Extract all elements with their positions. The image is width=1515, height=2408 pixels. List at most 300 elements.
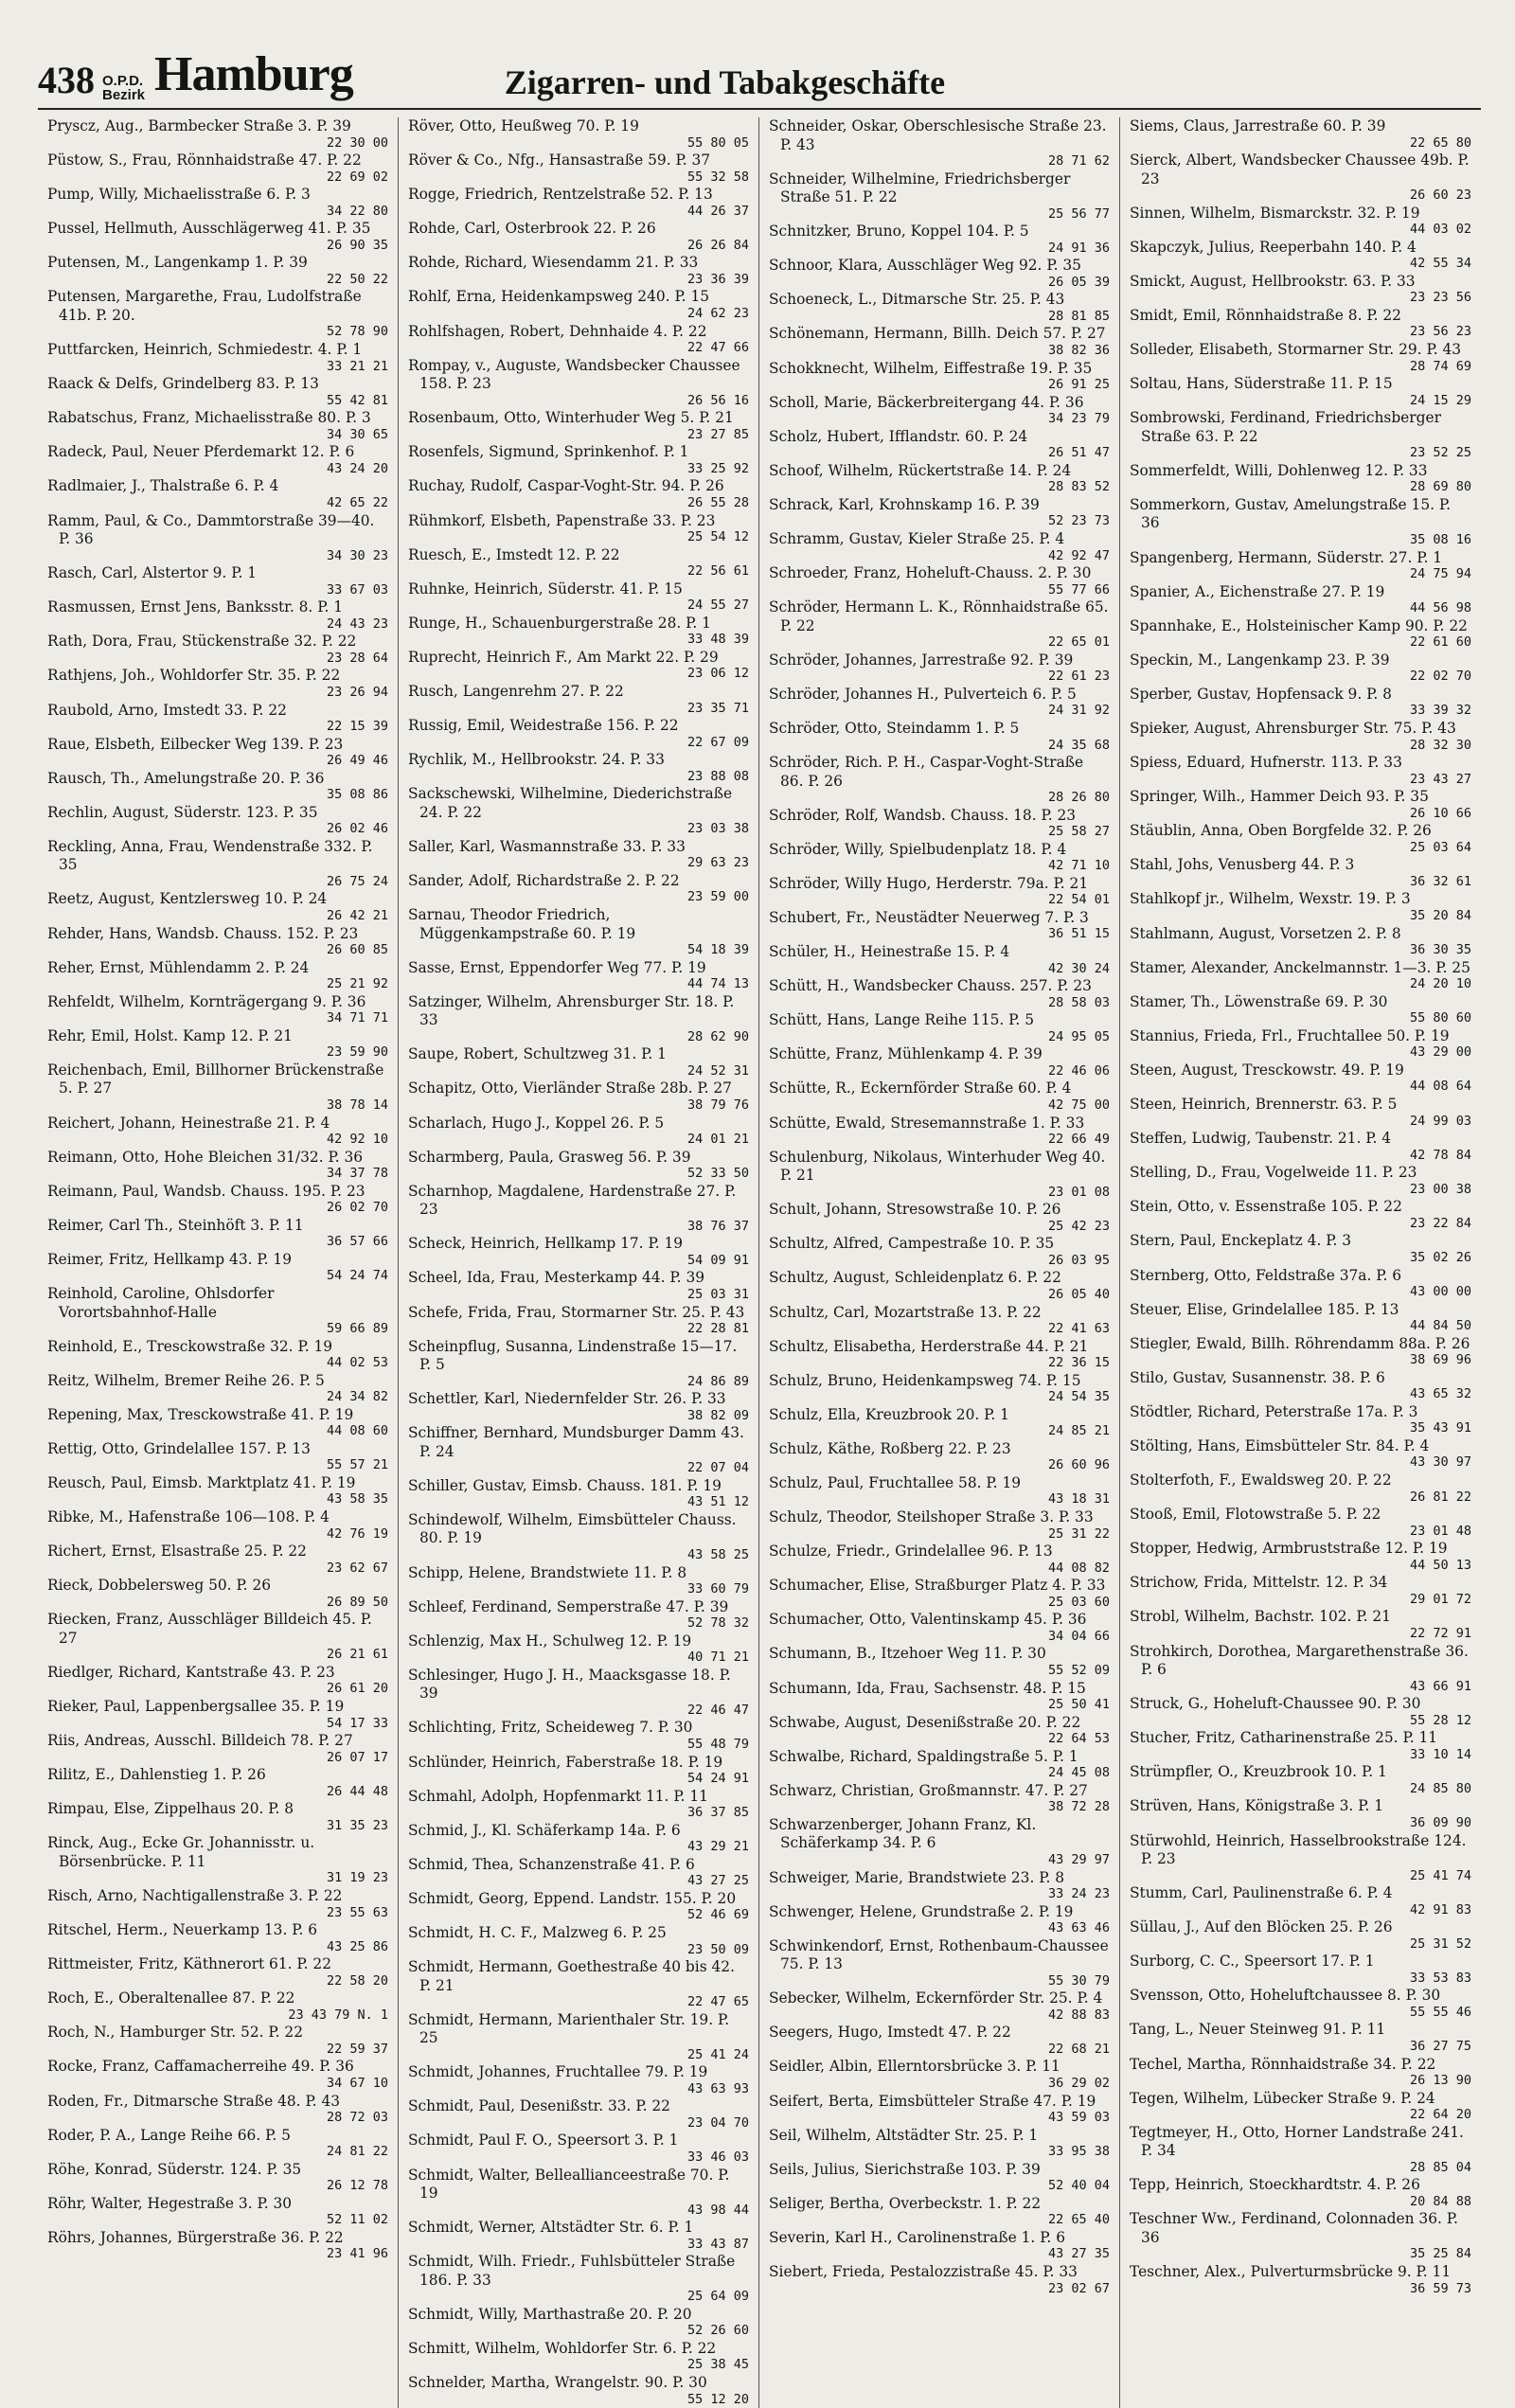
directory-entry — [1130, 1884, 1471, 1917]
column-1 — [38, 117, 399, 2408]
entry-name-address: Pryscz, Aug., Barmbecker Straße 3. P. 39 — [47, 117, 351, 134]
entry-phone-number: 22 07 04 — [686, 1460, 749, 1476]
entry-name-address: Scheinpflug, Susanna, Lindenstraße 15—17. P. 5 — [408, 1337, 738, 1374]
entry-name-address: Reimer, Fritz, Hellkamp 43. P. 19 — [47, 1250, 292, 1268]
directory-entry — [47, 925, 388, 958]
entry-name-address: Soltau, Hans, Süderstraße 11. P. 15 — [1130, 375, 1393, 393]
directory-entry — [408, 1235, 749, 1268]
entry-phone-number: 52 78 90 — [326, 324, 388, 340]
entry-phone-number: 44 26 37 — [686, 203, 749, 219]
entry-phone-number: 42 30 24 — [1047, 960, 1110, 976]
directory-entry — [769, 1115, 1110, 1148]
entry-name-address: Repening, Max, Tresckowstraße 41. P. 19 — [47, 1405, 354, 1423]
directory-entry — [769, 1372, 1110, 1405]
directory-entry — [769, 1577, 1110, 1610]
entry-name-address: Seliger, Bertha, Overbeckstr. 1. P. 22 — [769, 2194, 1042, 2212]
directory-entry — [1130, 1540, 1471, 1573]
entry-name-address: Spieker, August, Ahrensburger Str. 75. P. 43 — [1130, 720, 1456, 737]
directory-entry — [408, 1890, 749, 1923]
entry-phone-number: 55 80 60 — [1409, 1010, 1471, 1026]
entry-name-address: Stahl, Johs, Venusberg 44. P. 3 — [1130, 856, 1355, 874]
entry-name-address: Seils, Julius, Sierichstraße 103. P. 39 — [769, 2160, 1041, 2178]
entry-phone-number: 54 18 39 — [686, 942, 749, 958]
entry-phone-number: 35 25 84 — [1409, 2246, 1471, 2262]
directory-entry — [408, 2340, 749, 2373]
directory-entry — [769, 1903, 1110, 1936]
directory-entry — [408, 1632, 749, 1666]
entry-phone-number: 28 58 03 — [1047, 994, 1110, 1010]
entry-name-address: Schweiger, Marie, Brandstwiete 23. P. 8 — [769, 1868, 1065, 1886]
entry-phone-number: 24 62 23 — [686, 305, 749, 321]
entry-name-address: Reimer, Carl Th., Steinhöft 3. P. 11 — [47, 1216, 304, 1234]
entry-phone-number: 28 83 52 — [1047, 479, 1110, 495]
entry-phone-number: 42 91 83 — [1409, 1901, 1471, 1917]
entry-phone-number: 26 03 95 — [1047, 1252, 1110, 1268]
entry-name-address: Stäublin, Anna, Oben Borgfelde 32. P. 26 — [1130, 822, 1432, 840]
entry-phone-number: 25 42 23 — [1047, 1218, 1110, 1234]
directory-entry — [47, 1766, 388, 1799]
directory-entry — [769, 1440, 1110, 1473]
entry-phone-number: 44 08 60 — [326, 1423, 388, 1439]
directory-entry — [1130, 1335, 1471, 1368]
directory-entry — [408, 1115, 749, 1148]
directory-entry — [408, 1924, 749, 1957]
entry-name-address: Schmidt, Johannes, Fruchtallee 79. P. 19 — [408, 2063, 708, 2081]
directory-entry — [769, 2161, 1110, 2194]
directory-entry — [769, 2195, 1110, 2228]
directory-entry — [408, 785, 749, 836]
entry-phone-number: 20 84 88 — [1409, 2193, 1471, 2209]
entry-name-address: Strichow, Frida, Mittelstr. 12. P. 34 — [1130, 1574, 1388, 1592]
entry-name-address: Sarnau, Theodor Friedrich, Müggenkampstraße 60. P. 19 — [408, 906, 636, 942]
entry-name-address: Schütt, H., Wandsbecker Chauss. 257. P. 23 — [769, 977, 1092, 995]
directory-entry — [47, 1698, 388, 1731]
entry-phone-number: 26 07 17 — [326, 1749, 388, 1765]
entry-phone-number: 44 08 64 — [1409, 1079, 1471, 1095]
entry-name-address: Scheel, Ida, Frau, Mesterkamp 44. P. 39 — [408, 1269, 705, 1287]
entry-name-address: Rieker, Paul, Lappenbergsallee 35. P. 19 — [47, 1698, 345, 1716]
entry-name-address: Roder, P. A., Lange Reihe 66. P. 5 — [47, 2126, 291, 2144]
entry-phone-number: 22 61 60 — [1409, 634, 1471, 651]
directory-entry — [1130, 1608, 1471, 1641]
directory-entry — [769, 1748, 1110, 1781]
directory-entry — [408, 683, 749, 716]
entry-name-address: Radeck, Paul, Neuer Pferdemarkt 12. P. 6 — [47, 443, 355, 461]
directory-entry — [1130, 788, 1471, 821]
entry-phone-number: 23 01 48 — [1409, 1523, 1471, 1539]
entry-name-address: Siebert, Frieda, Pestalozzistraße 45. P. 33 — [769, 2263, 1078, 2281]
directory-entry — [1130, 1472, 1471, 1505]
entry-phone-number: 34 30 23 — [326, 547, 388, 563]
directory-entry — [769, 2127, 1110, 2160]
section-title: Zigarren- und Tabakgeschäfte — [504, 63, 946, 101]
column-3 — [759, 117, 1120, 2408]
entry-name-address: Rohlf, Erna, Heidenkampsweg 240. P. 15 — [408, 288, 710, 306]
directory-entry — [769, 1079, 1110, 1113]
directory-entry — [47, 1989, 388, 2023]
entry-phone-number: 42 92 10 — [326, 1132, 388, 1148]
entry-phone-number: 22 58 20 — [326, 1972, 388, 1989]
entry-name-address: Schütt, Hans, Lange Reihe 115. P. 5 — [769, 1011, 1034, 1029]
entry-phone-number: 35 20 84 — [1409, 907, 1471, 923]
entry-name-address: Rausch, Th., Amelungstraße 20. P. 36 — [47, 769, 325, 787]
entry-phone-number: 33 43 87 — [686, 2236, 749, 2252]
entry-name-address: Rabatschus, Franz, Michaelisstraße 80. P. 3 — [47, 409, 371, 427]
entry-name-address: Stolterfoth, F., Ewaldsweg 20. P. 22 — [1130, 1472, 1392, 1489]
directory-entry — [1130, 720, 1471, 753]
entry-phone-number: 55 52 09 — [1047, 1662, 1110, 1678]
entry-phone-number: 26 60 23 — [1409, 187, 1471, 204]
entry-name-address: Reitz, Wilhelm, Bremer Reihe 26. P. 5 — [47, 1371, 325, 1389]
directory-entry — [769, 1149, 1110, 1200]
entry-name-address: Schleef, Ferdinand, Semperstraße 47. P. 39 — [408, 1597, 729, 1615]
entry-name-address: Schindewolf, Wilhelm, Eimsbütteler Chauss. 80. P. 19 — [408, 1510, 737, 1547]
entry-name-address: Schmidt, Hermann, Goethestraße 40 bis 42. P. 21 — [408, 1958, 735, 1994]
directory-entry — [408, 872, 749, 905]
directory-entry — [408, 443, 749, 476]
entry-name-address: Techel, Martha, Rönnhaidstraße 34. P. 22 — [1130, 2055, 1436, 2073]
entry-phone-number: 23 41 96 — [326, 2246, 388, 2262]
directory-entry — [408, 220, 749, 253]
entry-name-address: Saupe, Robert, Schultzweg 31. P. 1 — [408, 1045, 667, 1063]
directory-entry — [408, 1511, 749, 1562]
entry-phone-number: 40 71 21 — [686, 1650, 749, 1666]
entry-name-address: Siems, Claus, Jarrestraße 60. P. 39 — [1130, 117, 1386, 134]
directory-entry — [769, 754, 1110, 805]
entry-name-address: Rohlfshagen, Robert, Dehnhaide 4. P. 22 — [408, 322, 707, 340]
entry-name-address: Scheck, Heinrich, Hellkamp 17. P. 19 — [408, 1235, 684, 1253]
directory-entry — [1130, 2263, 1471, 2296]
entry-phone-number: 44 84 50 — [1409, 1318, 1471, 1334]
entry-name-address: Seegers, Hugo, Imstedt 47. P. 22 — [769, 2024, 1011, 2042]
directory-entry — [47, 702, 388, 735]
entry-phone-number: 25 21 92 — [326, 976, 388, 992]
entry-name-address: Schütte, R., Eckernförder Straße 60. P. 4 — [769, 1079, 1072, 1097]
entry-phone-number: 23 27 85 — [686, 426, 749, 442]
entry-phone-number: 25 41 24 — [686, 2046, 749, 2062]
entry-phone-number: 22 28 81 — [686, 1321, 749, 1336]
entry-name-address: Stürwohld, Heinrich, Hasselbrookstraße 124. P. 23 — [1130, 1831, 1467, 1867]
entry-name-address: Schröder, Johannes H., Pulverteich 6. P. 5 — [769, 685, 1077, 703]
directory-entry — [408, 2063, 749, 2096]
entry-phone-number: 26 75 24 — [326, 873, 388, 889]
entry-name-address: Sternberg, Otto, Feldstraße 37a. P. 6 — [1130, 1266, 1402, 1284]
entry-name-address: Schumacher, Otto, Valentinskamp 45. P. 36 — [769, 1611, 1087, 1629]
entry-phone-number: 23 06 12 — [686, 666, 749, 682]
directory-entry — [1130, 856, 1471, 889]
entry-name-address: Rompay, v., Auguste, Wandsbecker Chaussee 158. P. 23 — [408, 356, 740, 393]
directory-entry — [769, 564, 1110, 598]
entry-name-address: Schmidt, Hermann, Marienthaler Str. 19. P. 25 — [408, 2010, 730, 2047]
directory-entry — [408, 357, 749, 408]
entry-phone-number: 25 31 52 — [1409, 1935, 1471, 1952]
directory-entry — [47, 1440, 388, 1473]
entry-name-address: Radlmaier, J., Thalstraße 6. P. 4 — [47, 477, 279, 495]
directory-entry — [408, 2253, 749, 2304]
directory-entry — [408, 1667, 749, 1718]
entry-name-address: Reimann, Paul, Wandsb. Chauss. 195. P. 23 — [47, 1182, 365, 1200]
entry-name-address: Putensen, M., Langenkamp 1. P. 39 — [47, 254, 308, 272]
directory-entry — [47, 770, 388, 803]
entry-name-address: Scholz, Hubert, Ifflandstr. 60. P. 24 — [769, 427, 1028, 445]
directory-entry — [1130, 583, 1471, 616]
directory-entry — [408, 2167, 749, 2218]
entry-name-address: Stamer, Th., Löwenstraße 69. P. 30 — [1130, 992, 1388, 1010]
directory-entry — [1130, 617, 1471, 651]
entry-name-address: Speckin, M., Langenkamp 23. P. 39 — [1130, 651, 1390, 669]
entry-name-address: Rimpau, Else, Zippelhaus 20. P. 8 — [47, 1800, 294, 1818]
entry-phone-number: 23 26 94 — [326, 684, 388, 700]
directory-entry — [47, 993, 388, 1026]
entry-phone-number: 43 00 00 — [1409, 1284, 1471, 1299]
entry-phone-number: 42 75 00 — [1047, 1097, 1110, 1113]
entry-name-address: Schmid, J., Kl. Schäferkamp 14a. P. 6 — [408, 1821, 681, 1839]
directory-entry — [408, 117, 749, 151]
directory-entry — [769, 1989, 1110, 2023]
directory-entry — [47, 1406, 388, 1439]
entry-phone-number: 44 50 13 — [1409, 1557, 1471, 1573]
entry-name-address: Scharmberg, Paula, Grasweg 56. P. 39 — [408, 1148, 691, 1166]
directory-entry — [769, 1680, 1110, 1713]
entry-name-address: Teschner, Alex., Pulverturmsbrücke 9. P. 11 — [1130, 2263, 1452, 2281]
entry-name-address: Röhe, Konrad, Süderstr. 124. P. 35 — [47, 2160, 302, 2178]
entry-name-address: Sinnen, Wilhelm, Bismarckstr. 32. P. 19 — [1130, 204, 1420, 222]
entry-name-address: Rehfeldt, Wilhelm, Kornträgergang 9. P. 36 — [47, 992, 366, 1010]
directory-entry — [1130, 152, 1471, 203]
entry-name-address: Pussel, Hellmuth, Ausschlägerweg 41. P. 35 — [47, 220, 371, 238]
entry-name-address: Rettig, Otto, Grindelallee 157. P. 13 — [47, 1439, 311, 1457]
directory-entry — [769, 720, 1110, 753]
entry-name-address: Puttfarcken, Heinrich, Schmiedestr. 4. P. 1 — [47, 341, 363, 359]
entry-phone-number: 22 47 65 — [686, 1994, 749, 2010]
directory-entry — [769, 1045, 1110, 1079]
entry-phone-number: 43 58 35 — [326, 1491, 388, 1507]
entry-phone-number: 24 55 27 — [686, 598, 749, 614]
entry-phone-number: 33 46 03 — [686, 2149, 749, 2165]
entry-name-address: Sackschewski, Wilhelmine, Diederichstraße 24. P. 22 — [408, 785, 733, 821]
entry-name-address: Stein, Otto, v. Essenstraße 105. P. 22 — [1130, 1198, 1402, 1216]
entry-name-address: Schwarzenberger, Johann Franz, Kl. Schäferkamp 34. P. 6 — [769, 1815, 1037, 1852]
directory-entry — [1130, 205, 1471, 238]
entry-phone-number: 28 71 62 — [1047, 153, 1110, 169]
entry-phone-number: 26 05 40 — [1047, 1286, 1110, 1302]
entry-phone-number: 28 69 80 — [1409, 479, 1471, 495]
directory-entry — [769, 1269, 1110, 1302]
entry-name-address: Tepp, Heinrich, Stoeckhardtstr. 4. P. 26 — [1130, 2176, 1420, 2194]
entry-name-address: Reetz, August, Kentzlersweg 10. P. 24 — [47, 890, 328, 908]
directory-entry — [408, 1338, 749, 1389]
directory-entry — [408, 1719, 749, 1752]
entry-phone-number: 23 59 00 — [686, 889, 749, 905]
entry-name-address: Schapitz, Otto, Vierländer Straße 28b. P. 27 — [408, 1079, 732, 1097]
directory-entry — [408, 649, 749, 682]
entry-name-address: Schiffner, Bernhard, Mundsburger Damm 43. P. 24 — [408, 1424, 744, 1460]
entry-name-address: Schulz, Bruno, Heidenkampsweg 74. P. 15 — [769, 1371, 1081, 1389]
entry-phone-number: 22 36 15 — [1047, 1355, 1110, 1371]
directory-entry — [408, 2374, 749, 2407]
entry-phone-number: 24 75 94 — [1409, 566, 1471, 582]
entry-phone-number: 38 79 76 — [686, 1097, 749, 1113]
entry-phone-number: 33 24 23 — [1047, 1886, 1110, 1901]
entry-name-address: Strohkirch, Dorothea, Margarethenstraße 36. P. 6 — [1130, 1642, 1469, 1679]
entry-name-address: Roden, Fr., Ditmarsche Straße 48. P. 43 — [47, 2092, 341, 2110]
entry-phone-number: 52 26 60 — [686, 2323, 749, 2339]
entry-name-address: Spangenberg, Hermann, Süderstr. 27. P. 1 — [1130, 548, 1443, 566]
entry-phone-number: 26 89 50 — [326, 1594, 388, 1610]
directory-entry — [769, 1508, 1110, 1542]
entry-phone-number: 36 29 02 — [1047, 2075, 1110, 2091]
entry-phone-number: 26 21 61 — [326, 1647, 388, 1663]
entry-name-address: Stamer, Alexander, Anckelmannstr. 1—3. P. 25 — [1130, 958, 1470, 976]
directory-entry — [1130, 2056, 1471, 2089]
entry-phone-number: 24 15 29 — [1409, 392, 1471, 408]
entry-phone-number: 44 56 98 — [1409, 600, 1471, 616]
directory-entry — [408, 580, 749, 614]
directory-entry — [47, 186, 388, 219]
directory-entry — [47, 2058, 388, 2091]
entry-name-address: Rechlin, August, Süderstr. 123. P. 35 — [47, 803, 318, 821]
entry-name-address: Richert, Ernst, Elsastraße 25. P. 22 — [47, 1543, 307, 1561]
entry-phone-number: 22 50 22 — [326, 271, 388, 287]
entry-name-address: Stölting, Hans, Eimsbütteler Str. 84. P. 4 — [1130, 1436, 1430, 1454]
directory-entry — [1130, 496, 1471, 547]
entry-phone-number: 26 51 47 — [1047, 445, 1110, 461]
entry-name-address: Strümpfler, O., Kreuzbrook 10. P. 1 — [1130, 1763, 1387, 1781]
entry-phone-number: 22 30 00 — [326, 134, 388, 151]
entry-phone-number: 23 03 38 — [686, 821, 749, 837]
entry-phone-number: 34 67 10 — [326, 2075, 388, 2091]
entry-name-address: Severin, Karl H., Carolinenstraße 1. P. 6 — [769, 2228, 1066, 2246]
entry-name-address: Schultz, Alfred, Campestraße 10. P. 35 — [769, 1235, 1055, 1253]
directory-entry — [769, 2229, 1110, 2262]
directory-entry — [47, 152, 388, 185]
entry-phone-number: 29 63 23 — [686, 855, 749, 871]
entry-name-address: Stahlmann, August, Vorsetzen 2. P. 8 — [1130, 924, 1401, 942]
page-number: 438 — [38, 59, 95, 101]
entry-name-address: Schumann, Ida, Frau, Sachsenstr. 48. P. 15 — [769, 1679, 1086, 1697]
directory-entry — [1130, 341, 1471, 374]
directory-entry — [47, 1921, 388, 1954]
entry-name-address: Schult, Johann, Stresowstraße 10. P. 26 — [769, 1201, 1061, 1219]
entry-name-address: Schulze, Friedr., Grindelallee 96. P. 13 — [769, 1543, 1053, 1561]
directory-entry — [769, 360, 1110, 393]
entry-phone-number: 26 90 35 — [326, 237, 388, 253]
directory-entry — [1130, 1403, 1471, 1436]
entry-name-address: Rasch, Carl, Alstertor 9. P. 1 — [47, 564, 258, 582]
entry-name-address: Rusch, Langenrehm 27. P. 22 — [408, 683, 624, 700]
entry-name-address: Schmidt, Wilh. Friedr., Fuhlsbütteler Straße 186. P. 33 — [408, 2253, 736, 2289]
directory-entry — [47, 1372, 388, 1405]
directory-entry — [47, 598, 388, 632]
entry-phone-number: 24 31 92 — [1047, 703, 1110, 719]
entry-name-address: Rosenfels, Sigmund, Sprinkenhof. P. 1 — [408, 443, 689, 461]
entry-phone-number: 22 59 37 — [326, 2041, 388, 2057]
directory-entry — [1130, 959, 1471, 992]
directory-entry — [769, 223, 1110, 256]
directory-entry — [408, 1598, 749, 1632]
entry-name-address: Schwalbe, Richard, Spaldingstraße 5. P. 1 — [769, 1747, 1078, 1765]
entry-name-address: Sommerkorn, Gustav, Amelungstraße 15. P. 36 — [1130, 495, 1452, 532]
entry-name-address: Steen, Heinrich, Brennerstr. 63. P. 5 — [1130, 1096, 1398, 1114]
entry-name-address: Schmidt, Paul, Desenißstr. 33. P. 22 — [408, 2097, 670, 2115]
entry-phone-number: 23 02 67 — [1047, 2280, 1110, 2296]
entry-phone-number: 22 61 23 — [1047, 669, 1110, 685]
entry-name-address: Sombrowski, Ferdinand, Friedrichsberger Straße 63. P. 22 — [1130, 409, 1441, 445]
entry-phone-number: 34 22 80 — [326, 203, 388, 219]
entry-phone-number: 55 42 81 — [326, 392, 388, 408]
entry-phone-number: 43 25 86 — [326, 1938, 388, 1954]
entry-phone-number: 43 66 91 — [1409, 1678, 1471, 1694]
directory-entry — [408, 1856, 749, 1889]
directory-entry — [1130, 409, 1471, 460]
directory-entry — [769, 841, 1110, 874]
directory-entry — [1130, 1232, 1471, 1265]
directory-entry — [769, 170, 1110, 222]
directory-entry — [1130, 549, 1471, 582]
entry-name-address: Stooß, Emil, Flotowstraße 5. P. 22 — [1130, 1506, 1381, 1524]
directory-entry — [769, 1338, 1110, 1371]
entry-name-address: Rathjens, Joh., Wohldorfer Str. 35. P. 22 — [47, 667, 341, 685]
directory-entry — [769, 1474, 1110, 1507]
entry-phone-number: 33 21 21 — [326, 358, 388, 374]
entry-name-address: Struck, G., Hoheluft-Chaussee 90. P. 30 — [1130, 1695, 1421, 1713]
directory-entry — [769, 1869, 1110, 1902]
entry-name-address: Ruchay, Rudolf, Caspar-Voght-Str. 94. P. 26 — [408, 477, 724, 495]
directory-entry — [47, 375, 388, 408]
entry-phone-number: 28 72 03 — [326, 2110, 388, 2126]
directory-entry — [408, 1822, 749, 1855]
directory-entry — [1130, 1695, 1471, 1728]
entry-phone-number: 23 23 56 — [1409, 290, 1471, 306]
entry-name-address: Reinhold, Caroline, Ohlsdorfer Vorortsbahnhof-Halle — [47, 1285, 275, 1321]
entry-phone-number: 28 26 80 — [1047, 790, 1110, 806]
directory-entry — [408, 2306, 749, 2339]
directory-entry — [1130, 1198, 1471, 1231]
entry-phone-number: 33 67 03 — [326, 581, 388, 598]
entry-phone-number: 23 59 90 — [326, 1044, 388, 1061]
entry-name-address: Schneider, Oskar, Oberschlesische Straße 23. P. 43 — [769, 117, 1107, 153]
directory-entry — [769, 1543, 1110, 1576]
entry-name-address: Strüven, Hans, Königstraße 3. P. 1 — [1130, 1797, 1384, 1815]
entry-phone-number: 25 54 12 — [686, 529, 749, 545]
directory-entry — [47, 1115, 388, 1148]
directory-entry — [47, 2161, 388, 2194]
entry-phone-number: 22 65 80 — [1409, 134, 1471, 151]
directory-entry — [408, 254, 749, 287]
entry-name-address: Rychlik, M., Hellbrookstr. 24. P. 33 — [408, 751, 665, 769]
directory-entry — [769, 2024, 1110, 2057]
entry-name-address: Sommerfeldt, Willi, Dohlenweg 12. P. 33 — [1130, 461, 1428, 479]
entry-name-address: Stannius, Frieda, Frl., Fruchtallee 50. P. 19 — [1130, 1026, 1450, 1044]
directory-entry — [47, 2093, 388, 2126]
entry-name-address: Spannhake, E., Holsteinischer Kamp 90. P. 22 — [1130, 616, 1468, 634]
directory-entry — [408, 2219, 749, 2252]
entry-phone-number: 43 29 00 — [1409, 1044, 1471, 1061]
entry-name-address: Tang, L., Neuer Steinweg 91. P. 11 — [1130, 2021, 1386, 2039]
entry-phone-number: 36 51 15 — [1047, 926, 1110, 942]
entry-phone-number: 43 63 46 — [1047, 1920, 1110, 1936]
entry-name-address: Ruprecht, Heinrich F., Am Markt 22. P. 29 — [408, 648, 719, 666]
entry-phone-number: 54 24 74 — [326, 1268, 388, 1284]
entry-phone-number: 52 40 04 — [1047, 2178, 1110, 2194]
directory-entry — [47, 838, 388, 889]
entry-phone-number: 23 01 08 — [1047, 1184, 1110, 1200]
entry-phone-number: 22 15 39 — [326, 719, 388, 734]
directory-entry — [47, 1251, 388, 1284]
entry-phone-number: 22 68 21 — [1047, 2041, 1110, 2057]
directory-entry — [408, 477, 749, 510]
entry-name-address: Schlichting, Fritz, Scheideweg 7. P. 30 — [408, 1719, 693, 1737]
